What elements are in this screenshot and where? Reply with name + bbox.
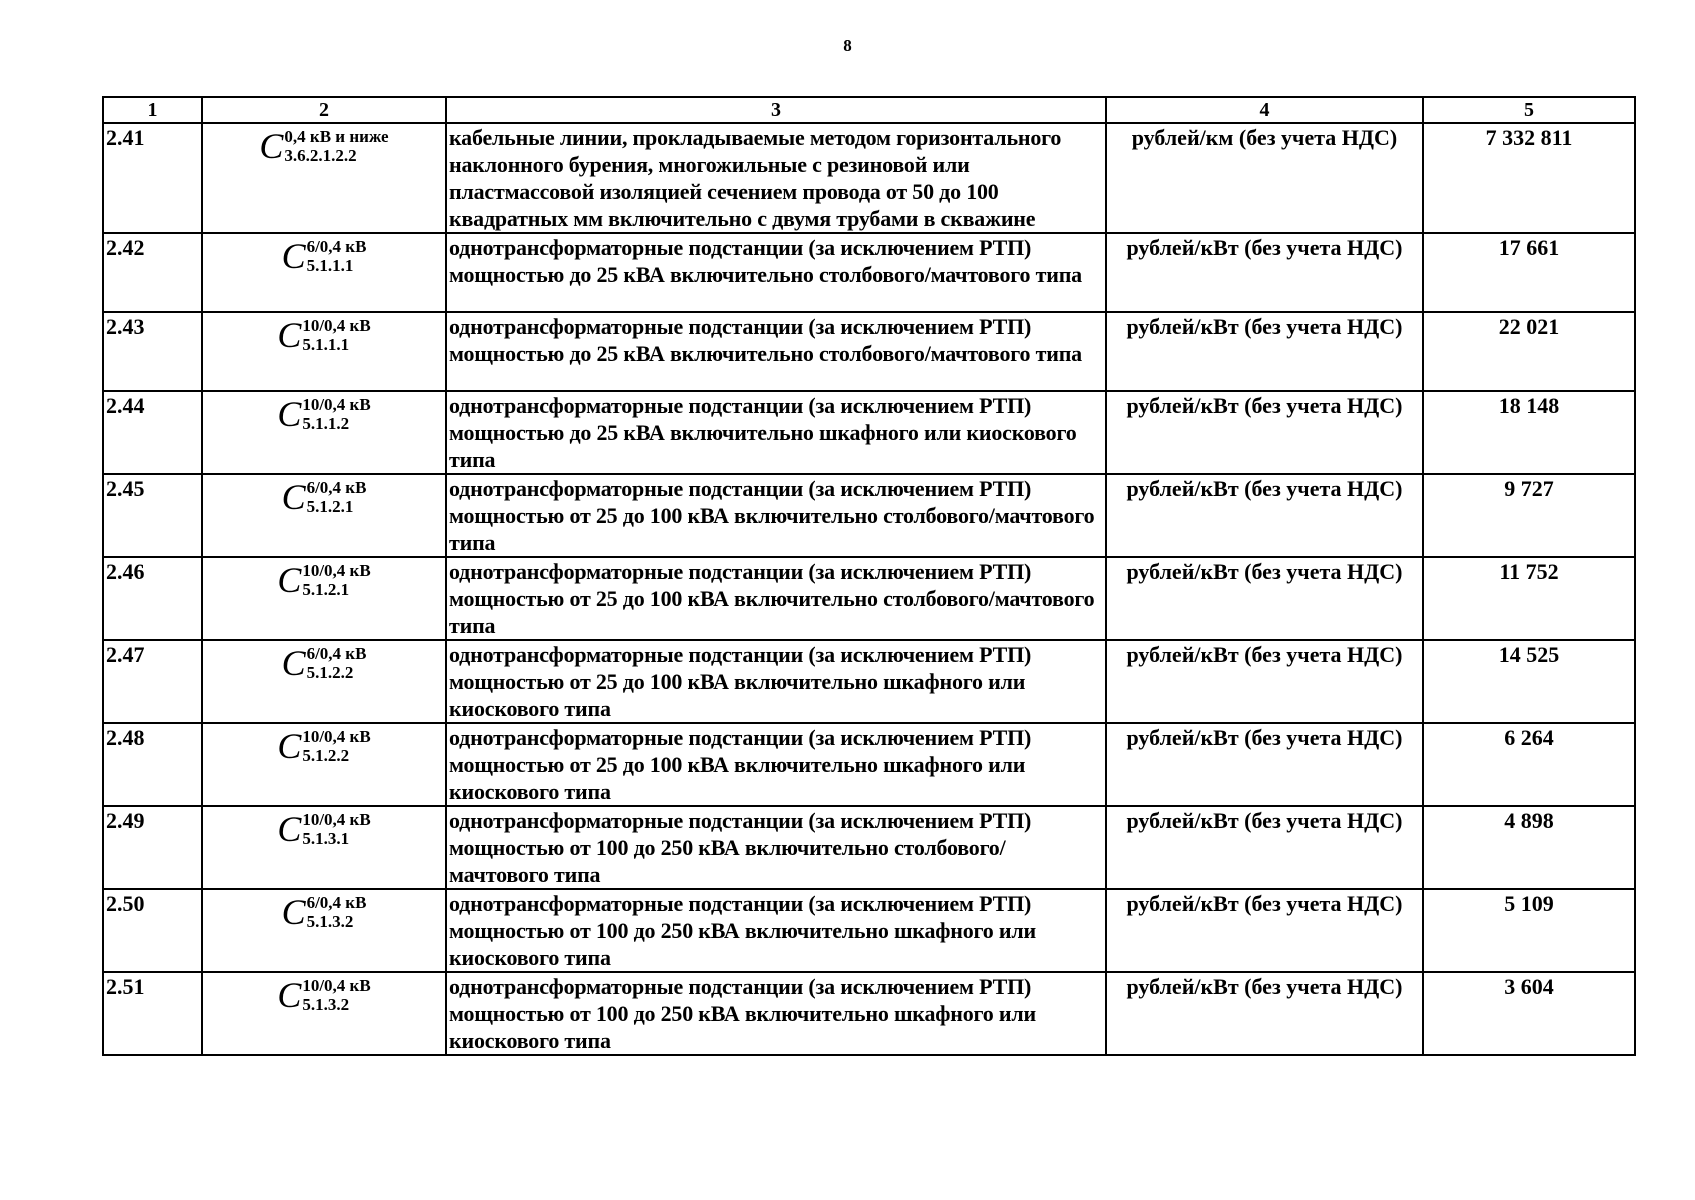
rate-code-cell	[202, 391, 446, 474]
row-number: 2.44	[103, 391, 202, 474]
row-description: однотрансформаторные подстанции (за исключением РТП) мощностью до 25 кВА включительно шкафного или киоскового типа	[446, 391, 1106, 474]
formula-superscript: 10/0,4 кВ	[302, 395, 371, 414]
row-value: 5 109	[1423, 889, 1635, 972]
rate-code-cell	[202, 972, 446, 1055]
row-unit: рублей/кВт (без учета НДС)	[1106, 233, 1423, 312]
table-row	[103, 391, 1635, 474]
rate-formula	[277, 728, 370, 764]
row-description: однотрансформаторные подстанции (за исключением РТП) мощностью от 100 до 250 кВА включительно шкафного или киоскового типа	[446, 972, 1106, 1055]
formula-superscript: 10/0,4 кВ	[302, 316, 371, 335]
table-row	[103, 972, 1635, 1055]
row-value: 3 604	[1423, 972, 1635, 1055]
formula-base-c: C	[281, 236, 306, 276]
table-row	[103, 640, 1635, 723]
row-number: 2.49	[103, 806, 202, 889]
rate-formula	[277, 317, 370, 353]
formula-subscript: 5.1.2.1	[306, 497, 354, 516]
rate-formula	[277, 811, 370, 847]
header-col-1: 1	[103, 97, 202, 123]
formula-subscript: 5.1.3.2	[306, 912, 354, 931]
row-value: 4 898	[1423, 806, 1635, 889]
row-description: однотрансформаторные подстанции (за исключением РТП) мощностью от 25 до 100 кВА включительно шкафного или киоскового типа	[446, 723, 1106, 806]
formula-base-c: C	[277, 315, 302, 355]
row-unit: рублей/кВт (без учета НДС)	[1106, 557, 1423, 640]
rate-code-cell	[202, 723, 446, 806]
table-row	[103, 123, 1635, 233]
formula-subscript: 5.1.2.2	[302, 746, 350, 765]
rate-code-cell	[202, 640, 446, 723]
formula-subscript: 5.1.1.1	[306, 256, 354, 275]
rate-code-cell	[202, 123, 446, 233]
row-unit: рублей/кВт (без учета НДС)	[1106, 474, 1423, 557]
formula-base-c: C	[277, 975, 302, 1015]
row-value: 7 332 811	[1423, 123, 1635, 233]
row-unit: рублей/кВт (без учета НДС)	[1106, 889, 1423, 972]
row-description: однотрансформаторные подстанции (за исключением РТП) мощностью до 25 кВА включительно столбового/мачтового типа	[446, 312, 1106, 391]
formula-base-c: C	[259, 126, 284, 166]
formula-superscript: 10/0,4 кВ	[302, 810, 371, 829]
formula-superscript: 10/0,4 кВ	[302, 727, 371, 746]
rate-code-cell	[202, 557, 446, 640]
table-row	[103, 889, 1635, 972]
row-number: 2.43	[103, 312, 202, 391]
rate-code-cell	[202, 233, 446, 312]
formula-superscript: 10/0,4 кВ	[302, 976, 371, 995]
page-number: 8	[843, 36, 852, 55]
rate-formula	[282, 894, 367, 930]
row-number: 2.47	[103, 640, 202, 723]
formula-superscript: 6/0,4 кВ	[306, 237, 367, 256]
row-description: однотрансформаторные подстанции (за исключением РТП) мощностью от 25 до 100 кВА включительно шкафного или киоскового типа	[446, 640, 1106, 723]
formula-subscript: 5.1.2.2	[306, 663, 354, 682]
table-row	[103, 806, 1635, 889]
rate-formula	[282, 645, 367, 681]
rate-formula	[259, 128, 388, 164]
formula-superscript: 6/0,4 кВ	[306, 893, 367, 912]
rate-code-cell	[202, 474, 446, 557]
table-row	[103, 474, 1635, 557]
formula-subscript: 5.1.3.1	[302, 829, 350, 848]
header-row	[103, 97, 1635, 123]
row-number: 2.45	[103, 474, 202, 557]
table-row	[103, 723, 1635, 806]
row-unit: рублей/кВт (без учета НДС)	[1106, 723, 1423, 806]
row-number: 2.51	[103, 972, 202, 1055]
row-number: 2.42	[103, 233, 202, 312]
formula-superscript: 6/0,4 кВ	[306, 478, 367, 497]
header-col-2: 2	[202, 97, 446, 123]
row-number: 2.46	[103, 557, 202, 640]
row-unit: рублей/кВт (без учета НДС)	[1106, 640, 1423, 723]
formula-base-c: C	[281, 892, 306, 932]
row-value: 18 148	[1423, 391, 1635, 474]
table-body	[103, 123, 1635, 1055]
formula-subscript: 5.1.2.1	[302, 580, 350, 599]
formula-base-c: C	[277, 726, 302, 766]
header-col-5: 5	[1423, 97, 1635, 123]
formula-subscript: 5.1.1.2	[302, 414, 350, 433]
header-col-4: 4	[1106, 97, 1423, 123]
formula-superscript: 10/0,4 кВ	[302, 561, 371, 580]
formula-base-c: C	[281, 643, 306, 683]
row-value: 14 525	[1423, 640, 1635, 723]
formula-base-c: C	[277, 560, 302, 600]
rate-code-cell	[202, 806, 446, 889]
row-description: однотрансформаторные подстанции (за исключением РТП) мощностью от 100 до 250 кВА включительно столбового/мачтового типа	[446, 806, 1106, 889]
formula-base-c: C	[281, 477, 306, 517]
row-number: 2.50	[103, 889, 202, 972]
formula-subscript: 5.1.3.2	[302, 995, 350, 1014]
formula-subscript: 3.6.2.1.2.2	[284, 146, 357, 165]
row-value: 22 021	[1423, 312, 1635, 391]
row-unit: рублей/км (без учета НДС)	[1106, 123, 1423, 233]
row-description: однотрансформаторные подстанции (за исключением РТП) мощностью от 25 до 100 кВА включительно столбового/мачтового типа	[446, 474, 1106, 557]
row-description: однотрансформаторные подстанции (за исключением РТП) мощностью от 25 до 100 кВА включительно столбового/мачтового типа	[446, 557, 1106, 640]
table-row	[103, 312, 1635, 391]
row-value: 17 661	[1423, 233, 1635, 312]
row-value: 11 752	[1423, 557, 1635, 640]
header-col-3: 3	[446, 97, 1106, 123]
rate-formula	[282, 238, 367, 274]
row-description: однотрансформаторные подстанции (за исключением РТП) мощностью до 25 кВА включительно столбового/мачтового типа	[446, 233, 1106, 312]
row-unit: рублей/кВт (без учета НДС)	[1106, 972, 1423, 1055]
table-row	[103, 233, 1635, 312]
rate-formula	[277, 977, 370, 1013]
row-unit: рублей/кВт (без учета НДС)	[1106, 391, 1423, 474]
row-unit: рублей/кВт (без учета НДС)	[1106, 312, 1423, 391]
rate-formula	[277, 396, 370, 432]
row-description: однотрансформаторные подстанции (за исключением РТП) мощностью от 100 до 250 кВА включительно шкафного или киоскового типа	[446, 889, 1106, 972]
row-value: 6 264	[1423, 723, 1635, 806]
row-number: 2.48	[103, 723, 202, 806]
row-value: 9 727	[1423, 474, 1635, 557]
row-unit: рублей/кВт (без учета НДС)	[1106, 806, 1423, 889]
rate-formula	[277, 562, 370, 598]
formula-superscript: 0,4 кВ и ниже	[284, 127, 389, 146]
formula-superscript: 6/0,4 кВ	[306, 644, 367, 663]
formula-base-c: C	[277, 809, 302, 849]
rate-code-cell	[202, 312, 446, 391]
rate-formula	[282, 479, 367, 515]
formula-base-c: C	[277, 394, 302, 434]
row-number: 2.41	[103, 123, 202, 233]
formula-subscript: 5.1.1.1	[302, 335, 350, 354]
table-row	[103, 557, 1635, 640]
rates-table	[102, 96, 1636, 1056]
row-description: кабельные линии, прокладываемые методом горизонтального наклонного бурения, многожильные с резиновой или пластмассовой изоляцией сечением провода от 50 до 100 квадратных мм включительно с двумя трубами в скважине	[446, 123, 1106, 233]
rate-code-cell	[202, 889, 446, 972]
